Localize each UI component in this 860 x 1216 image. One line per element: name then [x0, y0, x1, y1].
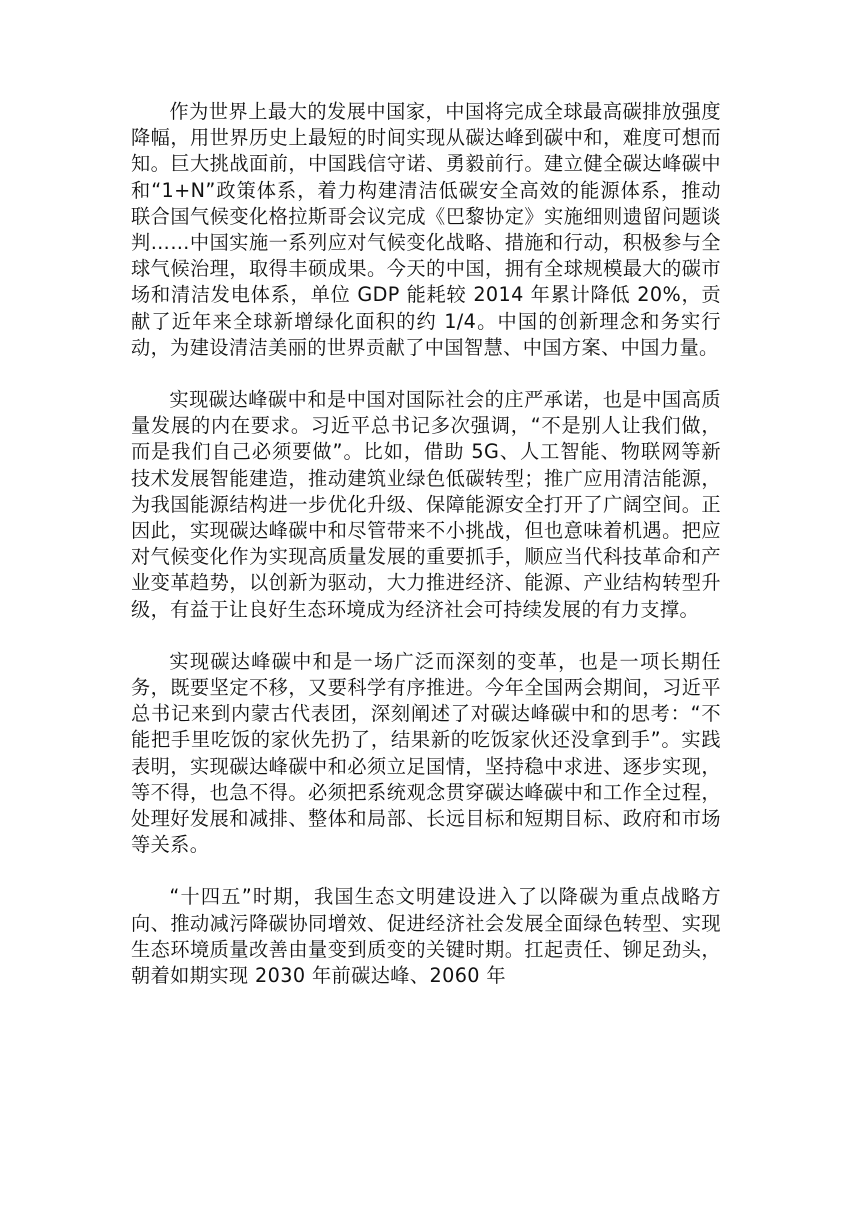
paragraph-2: 实现碳达峰碳中和是中国对国际社会的庄严承诺，也是中国高质量发展的内在要求。习近平总书记多次强调，“不是别人让我们做，而是我们自己必须要做”。比如，借助 5G、人工智能、物联网等新技术发展智能建造，推动建筑业绿色低碳转型；推广应用清洁能源，为我国能源结构进一步优化升级、保障能源安全打开了广阔空间。正因此，实现碳达峰碳中和尽管带来不小挑战，但也意味着机遇。把应对气候变化作为实现高质量发展的重要抓手，顺应当代科技革命和产业变革趋势，以创新为驱动，大力推进经济、能源、产业结构转型升级，有益于让良好生态环境成为经济社会可持续发展的有力支撑。 [131, 388, 721, 621]
paragraph-4: “十四五”时期，我国生态文明建设进入了以降碳为重点战略方向、推动减污降碳协同增效、促进经济社会发展全面绿色转型、实现生态环境质量改善由量变到质变的关键时期。扛起责任、铆足劲头，朝着如期实现 2030 年前碳达峰、2060 年 [131, 885, 721, 988]
paragraph-1: 作为世界上最大的发展中国家，中国将完成全球最高碳排放强度降幅，用世界历史上最短的时间实现从碳达峰到碳中和，难度可想而知。巨大挑战面前，中国践信守诺、勇毅前行。建立健全碳达峰碳中和“1+N”政策体系，着力构建清洁低碳安全高效的能源体系，推动联合国气候变化格拉斯哥会议完成《巴黎协定》实施细则遗留问题谈判……中国实施一系列应对气候变化战略、措施和行动，积极参与全球气候治理，取得丰硕成果。今天的中国，拥有全球规模最大的碳市场和清洁发电体系，单位 GDP 能耗较 2014 年累计降低 20%，贡献了近年来全球新增绿化面积的约 1/4。中国的创新理念和务实行动，为建设清洁美丽的世界贡献了中国智慧、中国方案、中国力量。 [131, 100, 721, 359]
paragraph-3: 实现碳达峰碳中和是一场广泛而深刻的变革，也是一项长期任务，既要坚定不移，又要科学有序推进。今年全国两会期间，习近平总书记来到内蒙古代表团，深刻阐述了对碳达峰碳中和的思考：“不能把手里吃饭的家伙先扔了，结果新的吃饭家伙还没拿到手”。实践表明，实现碳达峰碳中和必须立足国情，坚持稳中求进、逐步实现，等不得，也急不得。必须把系统观念贯穿碳达峰碳中和工作全过程，处理好发展和减排、整体和局部、长远目标和短期目标、政府和市场等关系。 [131, 649, 721, 857]
document-body [131, 99, 721, 989]
